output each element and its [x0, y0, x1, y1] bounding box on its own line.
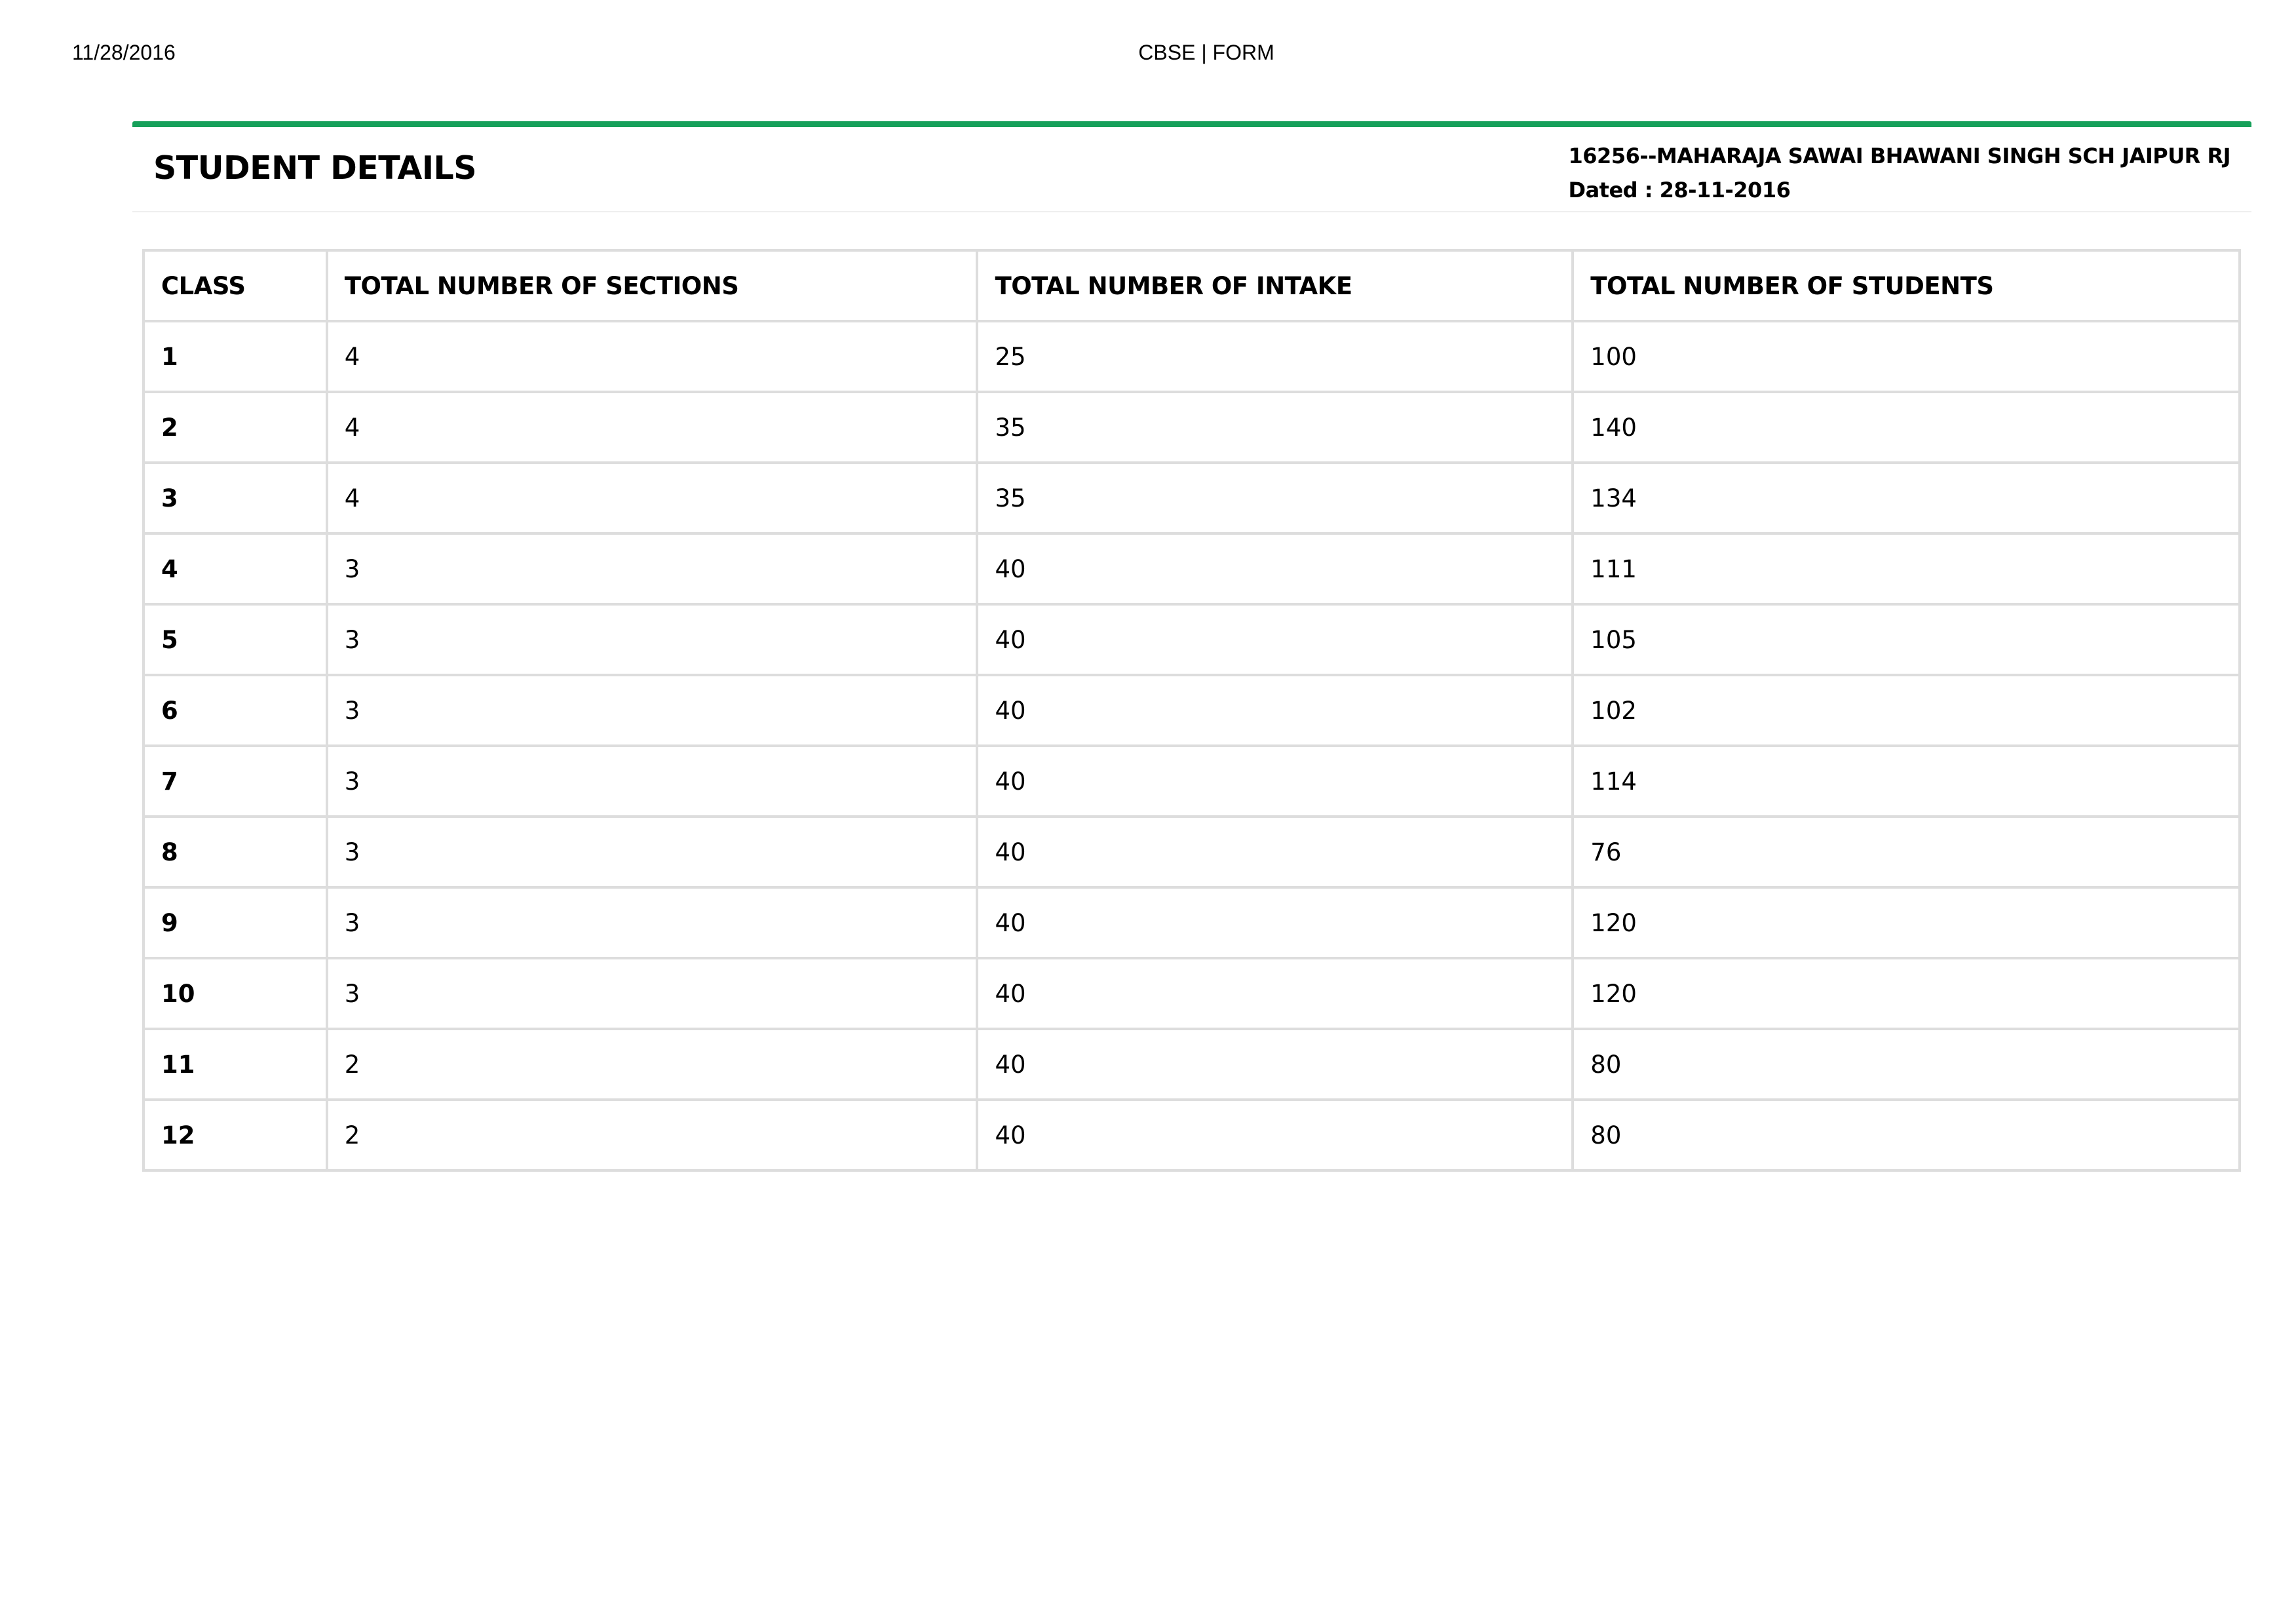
dated-label: Dated : 28-11-2016 [1568, 178, 1791, 203]
table-row [144, 746, 2240, 817]
sections-cell: 3 [327, 604, 978, 675]
students-cell: 100 [1573, 321, 2240, 392]
students-cell: 140 [1573, 392, 2240, 463]
students-cell: 120 [1573, 958, 2240, 1029]
class-cell: 2 [144, 392, 327, 463]
class-cell: 6 [144, 675, 327, 746]
class-cell: 1 [144, 321, 327, 392]
students-cell: 105 [1573, 604, 2240, 675]
student-details-panel [132, 121, 2251, 212]
sections-cell: 3 [327, 887, 978, 958]
class-cell: 12 [144, 1100, 327, 1170]
sections-cell: 3 [327, 817, 978, 887]
table-row [144, 1029, 2240, 1100]
intake-cell: 40 [977, 675, 1573, 746]
table-header-row [144, 250, 2240, 321]
table-row [144, 533, 2240, 604]
sections-cell: 3 [327, 958, 978, 1029]
students-cell: 111 [1573, 533, 2240, 604]
column-header-sections: TOTAL NUMBER OF SECTIONS [327, 250, 978, 321]
intake-cell: 40 [977, 1029, 1573, 1100]
intake-cell: 40 [977, 887, 1573, 958]
class-cell: 11 [144, 1029, 327, 1100]
sections-cell: 3 [327, 675, 978, 746]
table-row [144, 321, 2240, 392]
students-cell: 114 [1573, 746, 2240, 817]
students-cell: 134 [1573, 463, 2240, 533]
school-name: 16256--MAHARAJA SAWAI BHAWANI SINGH SCH JAIPUR RJ [1568, 144, 2230, 168]
class-cell: 10 [144, 958, 327, 1029]
table-row [144, 604, 2240, 675]
class-cell: 8 [144, 817, 327, 887]
intake-cell: 40 [977, 604, 1573, 675]
print-date: 11/28/2016 [72, 41, 176, 64]
intake-cell: 35 [977, 392, 1573, 463]
intake-cell: 35 [977, 463, 1573, 533]
intake-cell: 40 [977, 746, 1573, 817]
print-header [0, 41, 2296, 67]
intake-cell: 40 [977, 1100, 1573, 1170]
table-row [144, 463, 2240, 533]
page-title: STUDENT DETAILS [153, 149, 477, 187]
intake-cell: 40 [977, 533, 1573, 604]
table-row [144, 887, 2240, 958]
column-header-class: CLASS [144, 250, 327, 321]
students-cell: 102 [1573, 675, 2240, 746]
class-cell: 5 [144, 604, 327, 675]
table-row [144, 817, 2240, 887]
table-row [144, 958, 2240, 1029]
sections-cell: 2 [327, 1100, 978, 1170]
students-cell: 76 [1573, 817, 2240, 887]
students-cell: 80 [1573, 1100, 2240, 1170]
print-title: CBSE | FORM [1138, 41, 1274, 64]
sections-cell: 4 [327, 463, 978, 533]
intake-cell: 40 [977, 958, 1573, 1029]
class-cell: 9 [144, 887, 327, 958]
column-header-intake: TOTAL NUMBER OF INTAKE [977, 250, 1573, 321]
students-cell: 120 [1573, 887, 2240, 958]
sections-cell: 4 [327, 392, 978, 463]
table-row [144, 392, 2240, 463]
students-cell: 80 [1573, 1029, 2240, 1100]
class-cell: 3 [144, 463, 327, 533]
table-row [144, 1100, 2240, 1170]
sections-cell: 4 [327, 321, 978, 392]
school-info [1569, 139, 2230, 207]
intake-cell: 25 [977, 321, 1573, 392]
table-row [144, 675, 2240, 746]
sections-cell: 2 [327, 1029, 978, 1100]
sections-cell: 3 [327, 746, 978, 817]
panel-header [132, 121, 2251, 212]
class-cell: 7 [144, 746, 327, 817]
column-header-students: TOTAL NUMBER OF STUDENTS [1573, 250, 2240, 321]
student-details-table [142, 249, 2241, 1172]
sections-cell: 3 [327, 533, 978, 604]
intake-cell: 40 [977, 817, 1573, 887]
class-cell: 4 [144, 533, 327, 604]
